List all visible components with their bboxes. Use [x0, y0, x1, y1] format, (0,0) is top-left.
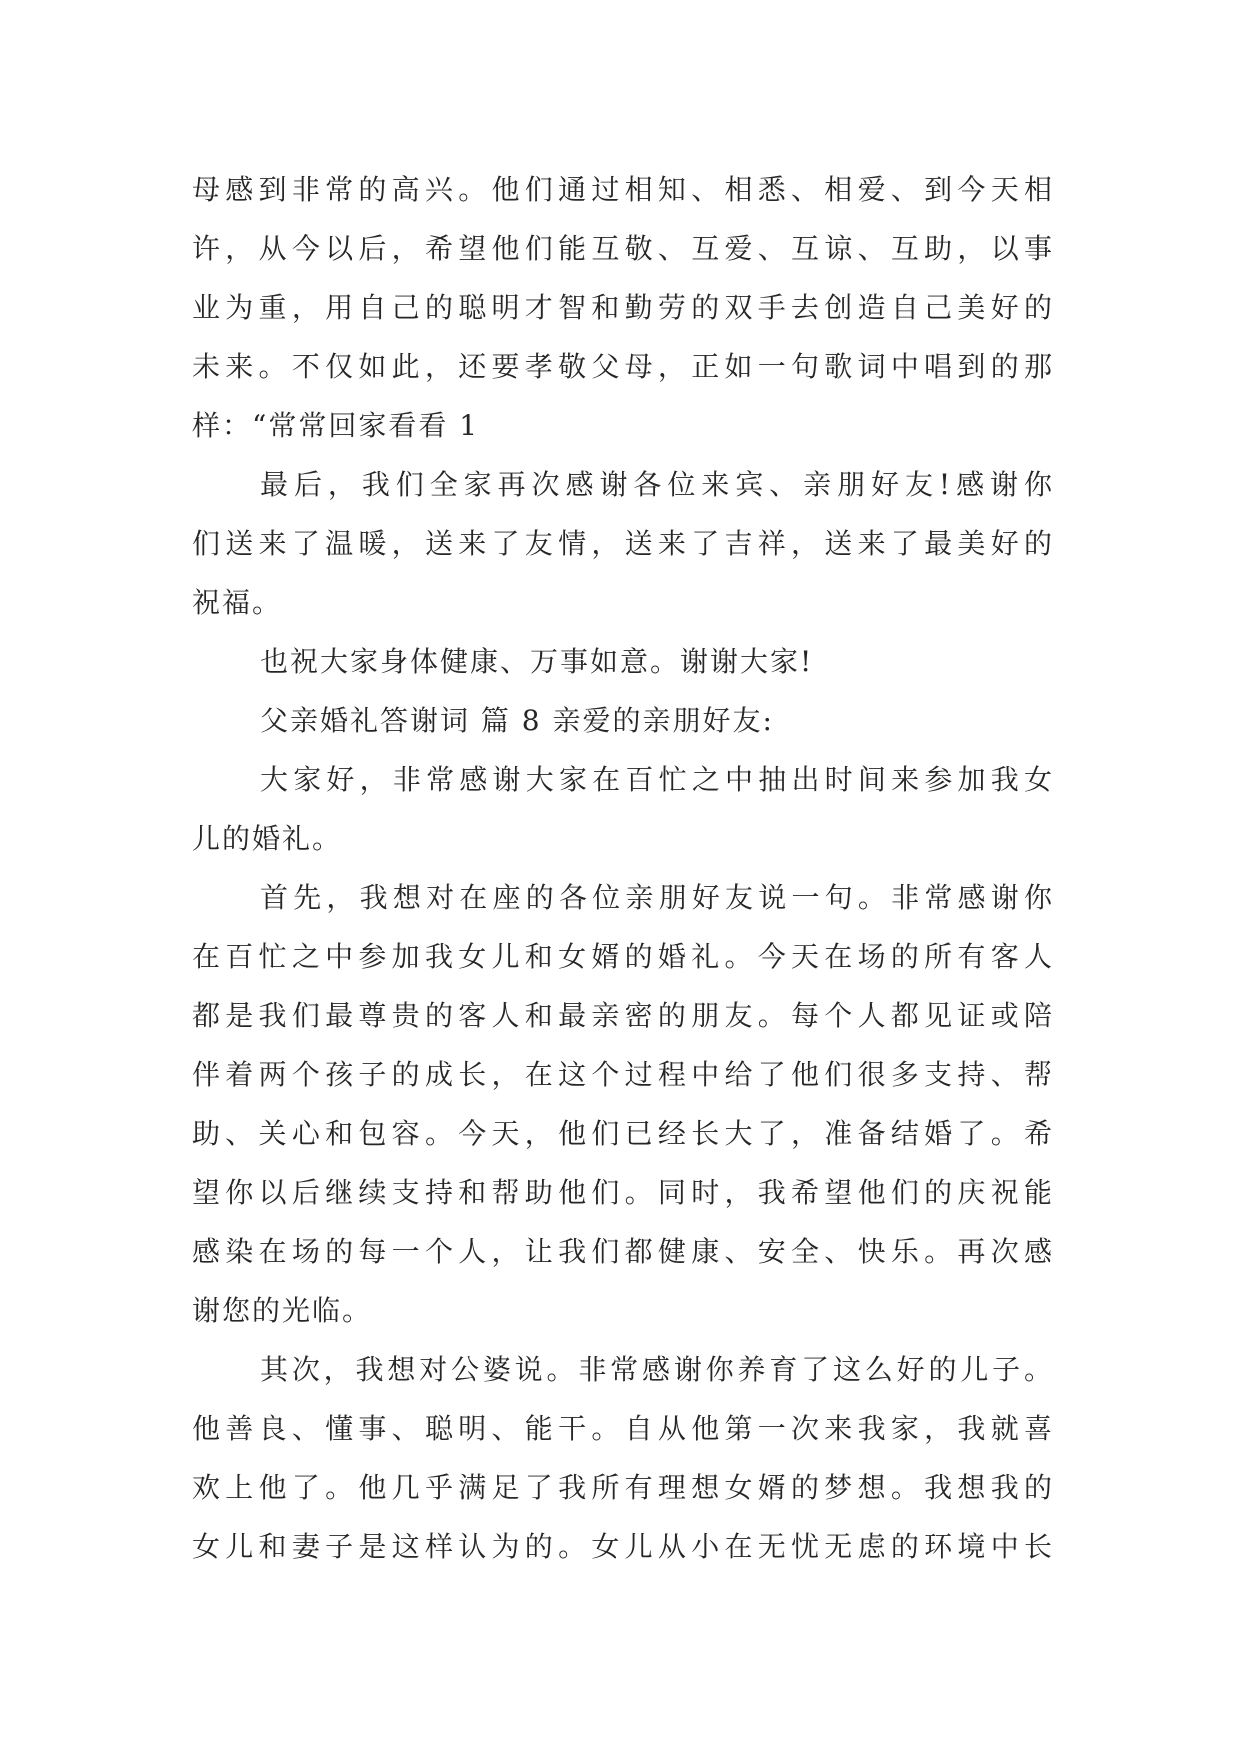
text-line: 许，从今以后，希望他们能互敬、互爱、互谅、互助，以事	[192, 232, 1054, 265]
text-line: 望你以后继续支持和帮助他们。同时，我希望他们的庆祝能	[192, 1176, 1054, 1209]
text-line: 儿的婚礼。	[192, 822, 343, 855]
text-line: 伴着两个孩子的成长，在这个过程中给了他们很多支持、帮	[192, 1058, 1054, 1091]
text-line: 未来。不仅如此，还要孝敬父母，正如一句歌词中唱到的那	[192, 350, 1054, 383]
text-line: 样：“常常回家看看 1	[192, 409, 480, 442]
text-line: 谢您的光临。	[192, 1294, 373, 1327]
text-line: 助、关心和包容。今天，他们已经长大了，准备结婚了。希	[192, 1117, 1054, 1150]
paragraph-start-line: 其次，我想对公婆说。非常感谢你养育了这么好的儿子。	[260, 1353, 1054, 1386]
text-line: 母感到非常的高兴。他们通过相知、相悉、相爱、到今天相	[192, 173, 1054, 206]
text-line: 祝福。	[192, 586, 283, 619]
document-body	[192, 160, 1054, 1576]
text-line: 他善良、懂事、聪明、能干。自从他第一次来我家，我就喜	[192, 1412, 1054, 1445]
paragraph-start-line: 首先，我想对在座的各位亲朋好友说一句。非常感谢你	[260, 881, 1054, 914]
text-line: 业为重，用自己的聪明才智和勤劳的双手去创造自己美好的	[192, 291, 1054, 324]
text-line: 感染在场的每一个人，让我们都健康、安全、快乐。再次感	[192, 1235, 1054, 1268]
section-heading-line: 父亲婚礼答谢词 篇 8 亲爱的亲朋好友:	[260, 704, 774, 737]
text-line: 欢上他了。他几乎满足了我所有理想女婿的梦想。我想我的	[192, 1471, 1054, 1504]
paragraph-start-line: 最后，我们全家再次感谢各位来宾、亲朋好友!感谢你	[260, 468, 1054, 501]
text-line: 都是我们最尊贵的客人和最亲密的朋友。每个人都见证或陪	[192, 999, 1054, 1032]
text-line: 女儿和妻子是这样认为的。女儿从小在无忧无虑的环境中长	[192, 1530, 1054, 1563]
text-line: 们送来了温暖，送来了友情，送来了吉祥，送来了最美好的	[192, 527, 1054, 560]
paragraph-start-line: 大家好，非常感谢大家在百忙之中抽出时间来参加我女	[260, 763, 1054, 796]
paragraph-start-line: 也祝大家身体健康、万事如意。谢谢大家!	[260, 645, 814, 678]
text-line: 在百忙之中参加我女儿和女婿的婚礼。今天在场的所有客人	[192, 940, 1054, 973]
